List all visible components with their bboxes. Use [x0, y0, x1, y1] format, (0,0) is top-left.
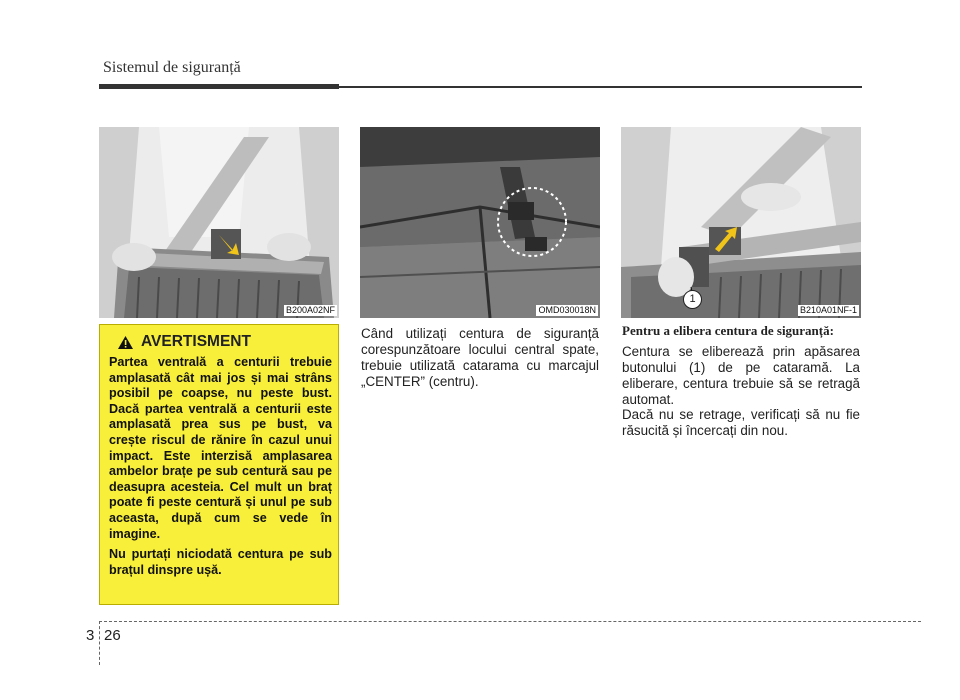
footer-vertical-rule: [99, 621, 100, 665]
center-buckle-text: Când utilizați centura de siguranță corespunzătoare locului central spate, trebuie utilizată catarama cu marcajul „CENTER” (centru).: [361, 326, 599, 389]
callout-number: 1: [683, 290, 702, 309]
header-rule: [99, 84, 339, 89]
header-rule-thin: [339, 86, 862, 88]
warning-box: [99, 324, 339, 605]
warning-paragraph: Partea ventrală a centurii trebuie amplasată cât mai jos și mai strâns posibil pe coapse, nu peste bust. Dacă partea ventrală a centurii este amplasată prea sus pe bust, va crește riscul de rănire în cazul unui impact. Este interzisă amplasarea ambelor brațe pe sub centură sau pe deasupra acesteia. Cel mult un braț poate fi peste centură și unul pe sub aceasta, după cum se vede în imagine.: [109, 355, 332, 541]
chapter-number: 3: [86, 627, 95, 644]
figure-code: B210A01NF-1: [799, 305, 857, 315]
footer-rule: [99, 621, 921, 622]
center-buckle-illustration: [360, 127, 600, 318]
section-title: Sistemul de siguranță: [103, 59, 241, 76]
figure-code: OMD030018N: [538, 305, 596, 315]
figure-center-buckle: [360, 127, 600, 318]
release-heading: Pentru a elibera centura de siguranță:: [622, 323, 834, 338]
figure-code: B200A02NF: [285, 305, 335, 315]
warning-paragraph: Nu purtați niciodată centura pe sub brațul dinspre ușă.: [109, 547, 332, 577]
release-paragraph: Dacă nu se retrage, verificați să nu fie răsucită și încercați din nou.: [622, 407, 860, 438]
warning-triangle-icon: [117, 335, 134, 350]
figure-release-belt: [621, 127, 861, 318]
page-number: 26: [104, 627, 121, 644]
lap-belt-illustration: [99, 127, 339, 318]
warning-title: AVERTISMENT: [141, 333, 251, 350]
warning-heading: [117, 333, 332, 351]
release-belt-illustration: [621, 127, 861, 318]
figure-lap-belt: [99, 127, 339, 318]
release-paragraph: Centura se eliberează prin apăsarea butonului (1) de pe cataramă. La eliberare, centura trebuie să se retragă automat.: [622, 344, 860, 407]
